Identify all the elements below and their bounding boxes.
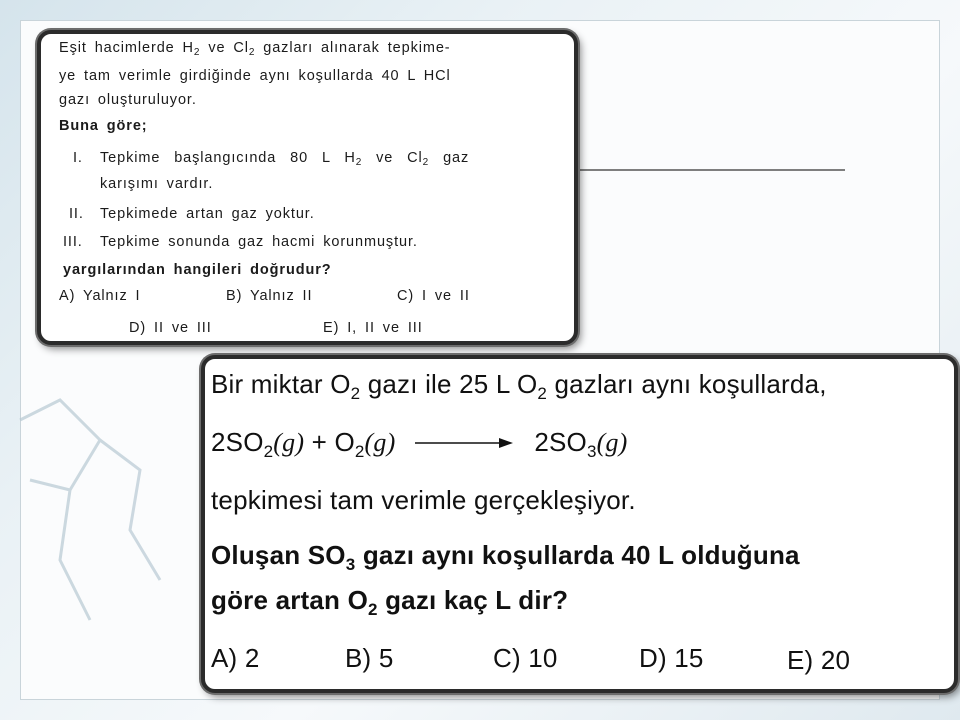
- molecule-sketch: [20, 400, 160, 620]
- q1-option-a[interactable]: A) Yalnız I: [59, 288, 141, 304]
- q2-option-c[interactable]: C) 10: [493, 643, 558, 673]
- reaction-arrow-icon: [415, 437, 515, 449]
- q1-option-b[interactable]: B) Yalnız II: [226, 288, 313, 304]
- q1-statement-2-number: II.: [69, 206, 84, 222]
- q1-statement-3-number: III.: [63, 234, 83, 250]
- q2-option-d[interactable]: D) 15: [639, 643, 704, 673]
- q1-statement-1: Tepkime başlangıcında 80 L $H_2$ ve $Cl_2$ gaz: [100, 150, 470, 168]
- q1-statement-3: Tepkime sonunda gaz hacmi korunmuştur.: [100, 234, 418, 250]
- q2-option-b[interactable]: B) 5: [345, 643, 394, 673]
- q1-lead: Buna göre;: [59, 118, 148, 134]
- q2-stem-line-1: Bir miktar $O_2$ gazı ile 25 L $O_2$ gazları aynı koşullarda,: [211, 369, 827, 403]
- q2-option-a[interactable]: A) 2: [211, 643, 260, 673]
- q1-prompt: yargılarından hangileri doğrudur?: [63, 262, 332, 278]
- q1-stem-line-2: ye tam verimle girdiğinde aynı koşullarda 40 L HCl: [59, 68, 451, 84]
- q2-question-line-1: Oluşan $SO_3$ gazı aynı koşullarda 40 L olduğuna: [211, 540, 800, 574]
- q2-equation: $2SO_2(g) + O_2(g)$ $2SO_3(g)$: [211, 427, 628, 461]
- q2-question-line-2: göre artan $O_2$ gazı kaç L dir?: [211, 585, 569, 619]
- q1-option-e[interactable]: E) I, II ve III: [323, 320, 423, 336]
- q2-stem-line-3: tepkimesi tam verimle gerçekleşiyor.: [211, 485, 636, 515]
- q1-option-c[interactable]: C) I ve II: [397, 288, 470, 304]
- q2-option-e[interactable]: E) 20: [787, 645, 851, 675]
- question-card-2: [201, 355, 958, 693]
- q1-stem-line-1: Eşit hacimlerde $H_2$ ve $Cl_2$ gazları alınarak tepkime-: [59, 40, 451, 58]
- q1-statement-1-number: I.: [73, 150, 83, 166]
- question-card-1: [37, 30, 578, 345]
- q1-statement-1-cont: karışımı vardır.: [100, 176, 214, 192]
- q1-option-d[interactable]: D) II ve III: [129, 320, 212, 336]
- q1-stem-line-3: gazı oluşturuluyor.: [59, 92, 197, 108]
- q1-statement-2: Tepkimede artan gaz yoktur.: [100, 206, 315, 222]
